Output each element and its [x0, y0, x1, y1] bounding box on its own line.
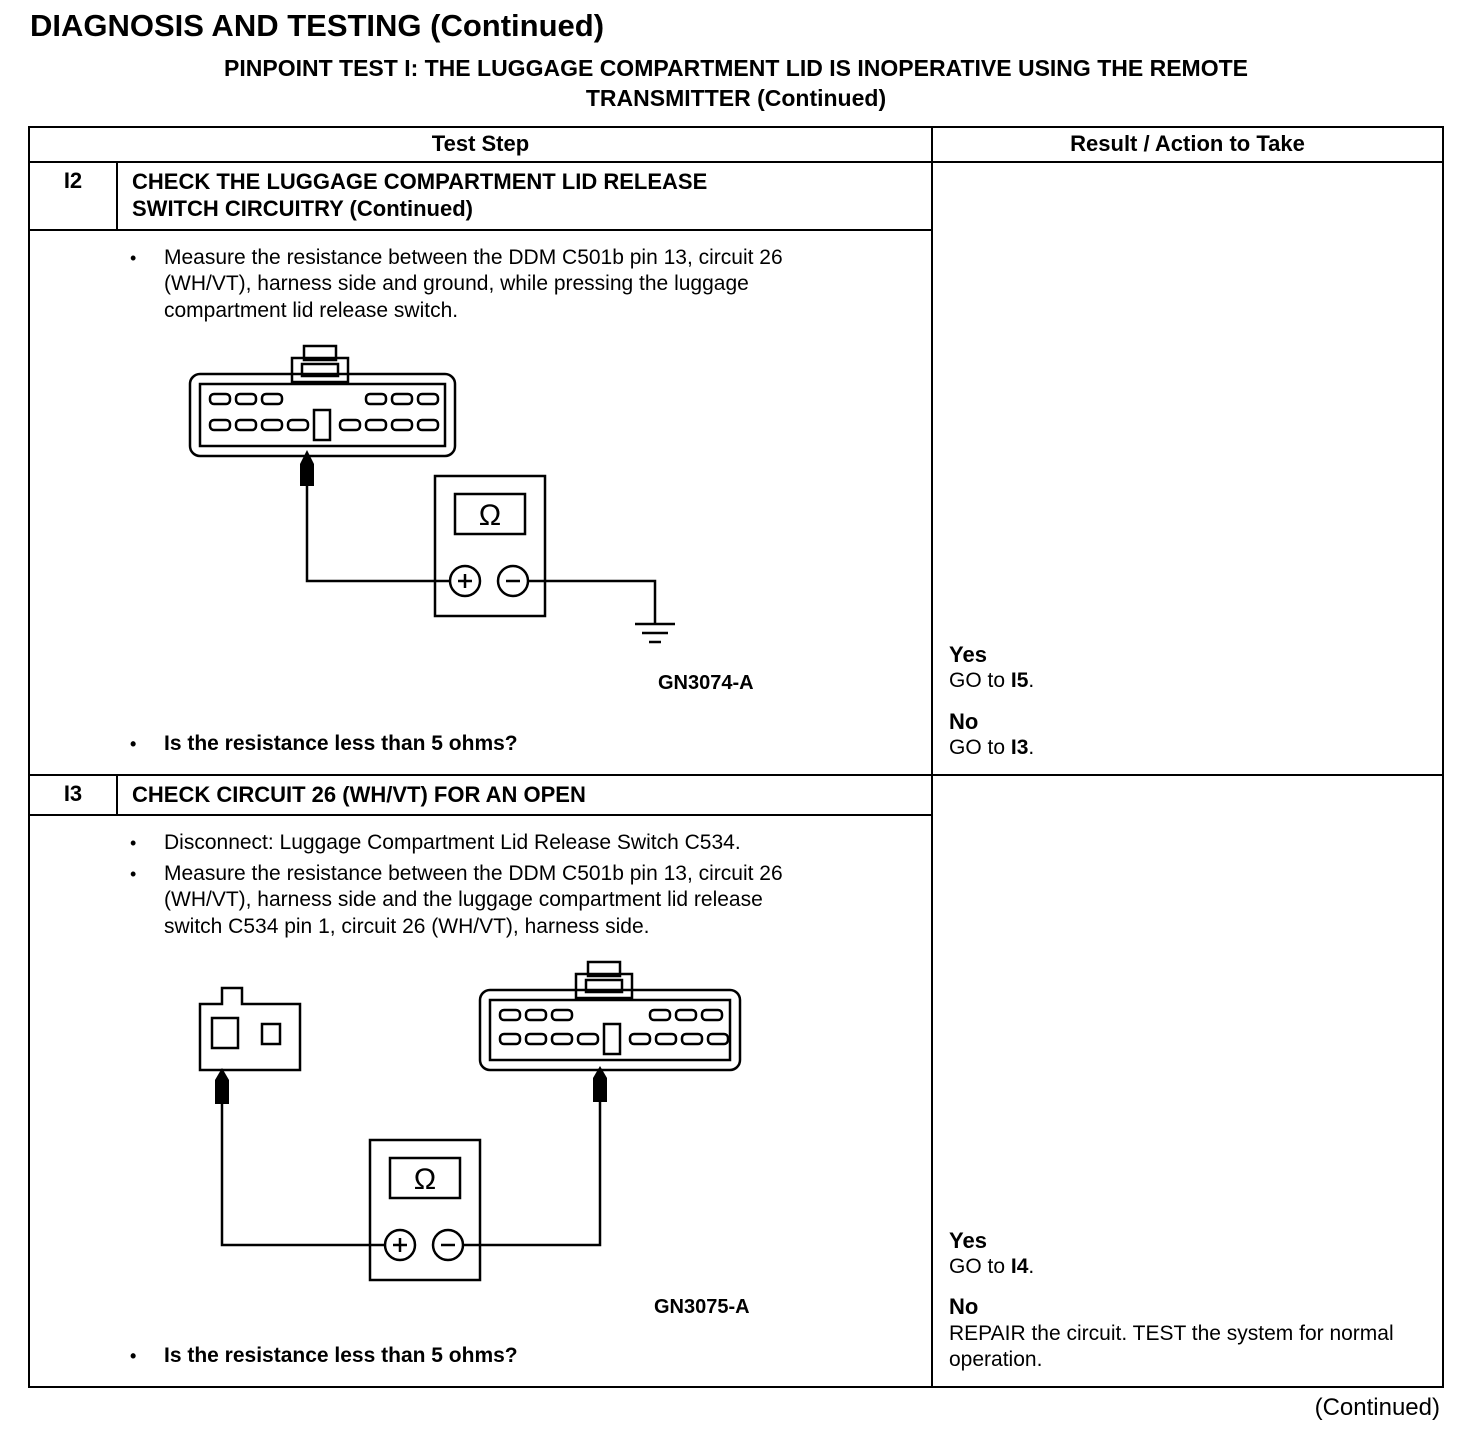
pinpoint-test-subtitle: [28, 54, 1444, 114]
multi-pin-connector-icon: [190, 374, 455, 456]
instruction-bullet: [30, 830, 931, 856]
bullet-marker-icon: •: [130, 1346, 137, 1367]
result-cell-i2: [933, 163, 1442, 774]
question-bullet: [30, 731, 931, 769]
result-label: No: [949, 708, 979, 734]
multi-pin-connector-icon: [480, 990, 740, 1070]
instruction-text: Measure the resistance between the DDM C501b pin 13, circuit 26 (WH/VT), harness side and ground, while pressing the luggage compartment lid release switch.: [164, 245, 783, 322]
bullet-marker-icon: •: [130, 863, 137, 884]
result-action: REPAIR the circuit. TEST the system for normal operation.: [949, 1321, 1394, 1372]
result-action: GO to I4.: [949, 1255, 1035, 1279]
step-title-i2: CHECK THE LUGGAGE COMPARTMENT LID RELEASE SWITCH CIRCUITRY (Continued): [132, 168, 708, 222]
step-head-i3: [30, 776, 931, 817]
pinpoint-test-table: [28, 126, 1444, 1388]
page-title: DIAGNOSIS AND TESTING (Continued): [30, 8, 605, 43]
test-step-cell-i2: [30, 163, 933, 774]
connector-to-connector-diagram: [30, 960, 931, 1290]
result-yes: [949, 642, 1430, 695]
result-cell-i3: [933, 776, 1442, 1386]
ground-icon: [635, 624, 675, 642]
question-bullet: [30, 1343, 931, 1381]
ground-lead-wire: [528, 581, 655, 624]
instruction-bullet: [30, 861, 931, 940]
step-id-i3: I3: [30, 776, 118, 815]
result-label: Yes: [949, 642, 987, 668]
step-body-i2: [30, 231, 931, 774]
test-lead-wire: [222, 1104, 385, 1245]
bullet-marker-icon: •: [130, 734, 137, 755]
release-switch-connector-icon: [200, 988, 300, 1070]
step-body-i3: [30, 816, 931, 1386]
connector-to-ground-diagram: [30, 344, 931, 666]
result-yes: [949, 1228, 1430, 1281]
continued-note: (Continued): [1314, 1393, 1440, 1421]
subtitle-line-1: PINPOINT TEST I: THE LUGGAGE COMPARTMENT LID IS INOPERATIVE USING THE REMOTE: [224, 55, 1248, 81]
ohm-symbol: Ω: [413, 1163, 437, 1197]
instruction-text: Measure the resistance between the DDM C501b pin 13, circuit 26 (WH/VT), harness side and the luggage compartment lid release switch C534 pin 1, circuit 26 (WH/VT), harness side.: [164, 861, 783, 938]
test-probe-icon: [593, 1066, 607, 1102]
step-title-i3: CHECK CIRCUIT 26 (WH/VT) FOR AN OPEN: [132, 781, 586, 807]
test-row-i3: [30, 776, 1442, 1386]
connector-lock-tab-icon: [576, 962, 632, 998]
column-header-result-action: Result / Action to Take: [1070, 130, 1305, 156]
wiring-diagram-gn3075: [30, 960, 931, 1319]
subtitle-line-2: TRANSMITTER (Continued): [585, 84, 887, 111]
instruction-text: Disconnect: Luggage Compartment Lid Release Switch C534.: [164, 831, 741, 855]
result-label: Yes: [949, 1227, 987, 1253]
result-label: No: [949, 1294, 979, 1320]
question-text: Is the resistance less than 5 ohms?: [164, 732, 518, 756]
ohm-symbol: Ω: [478, 499, 502, 533]
figure-caption: GN3074-A: [658, 672, 754, 695]
figure-caption: GN3075-A: [654, 1296, 750, 1319]
bullet-marker-icon: •: [130, 833, 137, 854]
table-header-row: [30, 128, 1442, 163]
bullet-marker-icon: •: [130, 247, 137, 268]
ohmmeter-icon: [435, 476, 545, 616]
wiring-diagram-gn3074: [30, 344, 931, 695]
result-no: [949, 709, 1430, 762]
test-probe-icon: [215, 1068, 229, 1104]
column-header-test-step: Test Step: [30, 128, 933, 161]
test-lead-wire: [463, 1102, 600, 1245]
ohmmeter-icon: [370, 1140, 480, 1280]
instruction-bullet: [30, 245, 931, 324]
result-action: GO to I5.: [949, 669, 1035, 693]
test-lead-wire: [307, 486, 450, 581]
step-head-i2: [30, 163, 931, 231]
step-id-i2: I2: [30, 163, 118, 229]
test-row-i2: [30, 163, 1442, 776]
test-step-cell-i3: [30, 776, 933, 1386]
question-text: Is the resistance less than 5 ohms?: [164, 1344, 518, 1368]
connector-lock-tab-icon: [292, 346, 348, 382]
result-no: [949, 1294, 1430, 1373]
result-action: GO to I3.: [949, 736, 1035, 760]
